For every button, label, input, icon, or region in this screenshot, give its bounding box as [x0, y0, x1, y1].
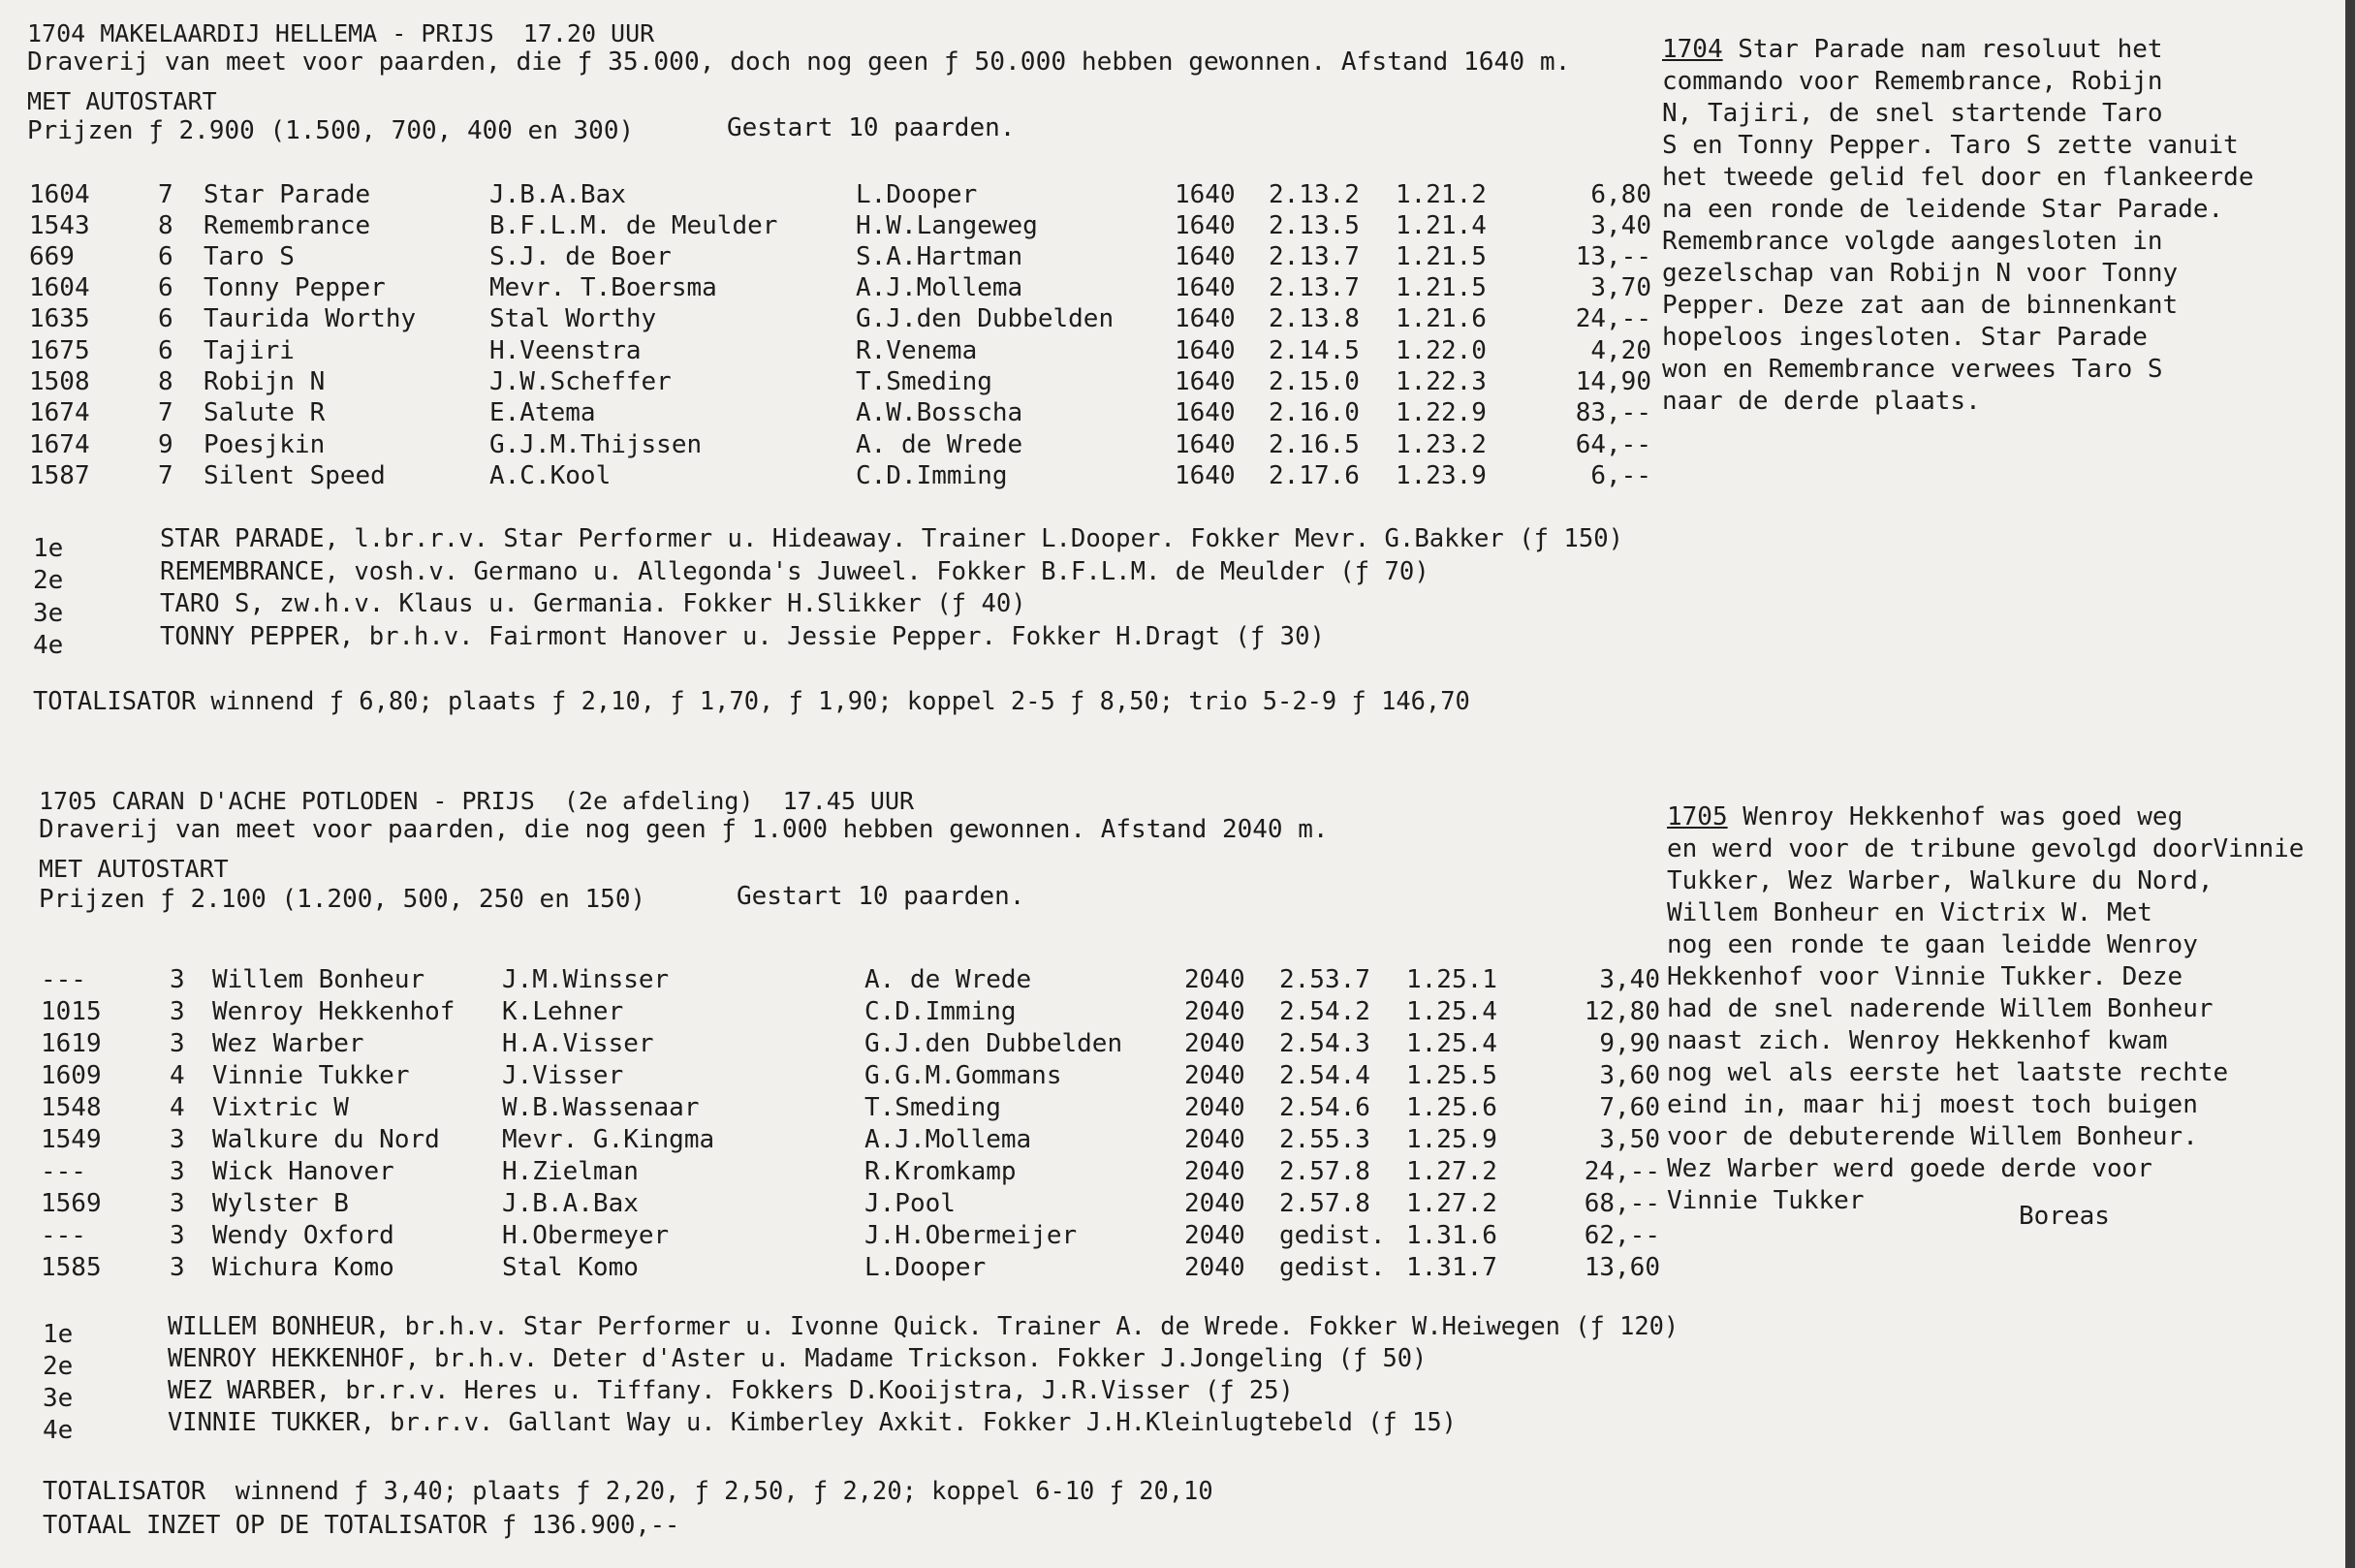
table-row	[0, 306, 1686, 337]
placing-description: WEZ WARBER, br.r.v. Heres u. Tiffany. Fokkers D.Kooijstra, J.R.Visser (ƒ 25)	[168, 1375, 1294, 1404]
driver: G.J.den Dubbelden	[856, 304, 1115, 333]
owner: Stal Komo	[502, 1253, 639, 1282]
report-line: S en Tonny Pepper. Taro S zette vanuit	[1662, 131, 2239, 160]
distance: 2040	[1184, 965, 1245, 994]
started-count: Gestart 10 paarden.	[727, 113, 1016, 142]
entry-number: 1508	[29, 367, 90, 396]
odds: 83,--	[1575, 398, 1651, 427]
started-count: Gestart 10 paarden.	[737, 882, 1025, 911]
driver: H.W.Langeweg	[856, 211, 1038, 240]
horse-name: Star Parade	[204, 180, 371, 209]
placing-position: 2e	[43, 1352, 74, 1381]
report-line: eind in, maar hij moest toch buigen	[1667, 1090, 2198, 1119]
odds: 13,60	[1584, 1253, 1660, 1282]
km-time: 1.25.4	[1406, 1029, 1497, 1058]
distance: 1640	[1175, 242, 1236, 271]
horse-name: Tajiri	[204, 336, 295, 365]
report-line: naast zich. Wenroy Hekkenhof kwam	[1667, 1026, 2168, 1055]
owner: J.M.Winsser	[502, 965, 670, 994]
placing-position: 3e	[33, 599, 64, 628]
race-time: gedist.	[1279, 1253, 1386, 1282]
km-time: 1.27.2	[1406, 1189, 1497, 1218]
driver: C.D.Imming	[856, 461, 1008, 490]
odds: 6,--	[1590, 461, 1651, 490]
table-row	[0, 967, 1686, 998]
odds: 64,--	[1575, 430, 1651, 459]
placing-description: TARO S, zw.h.v. Klaus u. Germania. Fokker H.Slikker (ƒ 40)	[160, 589, 1026, 618]
race-time: 2.53.7	[1279, 965, 1370, 994]
horse-age: 7	[158, 461, 173, 490]
horse-name: Wick Hanover	[212, 1157, 394, 1186]
driver: A.J.Mollema	[856, 273, 1023, 302]
driver: R.Kromkamp	[864, 1157, 1017, 1186]
horse-age: 8	[158, 211, 173, 240]
owner: E.Atema	[489, 398, 596, 427]
horse-name: Taro S	[204, 242, 295, 271]
odds: 6,80	[1590, 180, 1651, 209]
distance: 1640	[1175, 367, 1236, 396]
race-title: 1705 CARAN D'ACHE POTLODEN - PRIJS (2e afdeling) 17.45 UUR	[39, 787, 915, 815]
race-time: 2.54.3	[1279, 1029, 1370, 1058]
horse-name: Wichura Komo	[212, 1253, 394, 1282]
odds: 3,70	[1590, 273, 1651, 302]
entry-number: 669	[29, 242, 75, 271]
horse-age: 6	[158, 304, 173, 333]
odds: 3,40	[1590, 211, 1651, 240]
distance: 1640	[1175, 430, 1236, 459]
table-row	[0, 1031, 1686, 1062]
report-race-number: 1704	[1662, 35, 1723, 64]
placing-description: TONNY PEPPER, br.h.v. Fairmont Hanover u. Jessie Pepper. Fokker H.Dragt (ƒ 30)	[160, 622, 1325, 651]
owner: Mevr. G.Kingma	[502, 1125, 715, 1154]
owner: B.F.L.M. de Meulder	[489, 211, 778, 240]
horse-age: 3	[170, 1125, 185, 1154]
entry-number: 1548	[41, 1093, 102, 1122]
report-line: Pepper. Deze zat aan de binnenkant	[1662, 291, 2179, 320]
odds: 9,90	[1599, 1029, 1660, 1058]
report-signature: Boreas	[2019, 1202, 2110, 1231]
owner: A.C.Kool	[489, 461, 612, 490]
driver: T.Smeding	[856, 367, 992, 396]
race-time: 2.55.3	[1279, 1125, 1370, 1154]
horse-age: 4	[170, 1093, 185, 1122]
table-row	[0, 338, 1686, 369]
km-time: 1.27.2	[1406, 1157, 1497, 1186]
odds: 12,80	[1584, 997, 1660, 1026]
owner: H.Obermeyer	[502, 1221, 670, 1250]
table-row	[0, 1127, 1686, 1158]
race-time: 2.16.5	[1269, 430, 1360, 459]
distance: 1640	[1175, 273, 1236, 302]
driver: J.H.Obermeijer	[864, 1221, 1078, 1250]
horse-age: 6	[158, 242, 173, 271]
placing-position: 3e	[43, 1384, 74, 1413]
distance: 2040	[1184, 997, 1245, 1026]
odds: 68,--	[1584, 1189, 1660, 1218]
owner: G.J.M.Thijssen	[489, 430, 703, 459]
table-row	[0, 1223, 1686, 1254]
report-line: en werd voor de tribune gevolgd doorVinnie	[1667, 834, 2305, 863]
total-inzet: TOTAAL INZET OP DE TOTALISATOR ƒ 136.900,--	[43, 1510, 680, 1539]
entry-number: ---	[41, 1157, 86, 1186]
report-line: gezelschap van Robijn N voor Tonny	[1662, 259, 2179, 288]
owner: J.B.A.Bax	[502, 1189, 639, 1218]
driver: R.Venema	[856, 336, 978, 365]
report-line: voor de debuterende Willem Bonheur.	[1667, 1122, 2198, 1151]
totalisator: TOTALISATOR winnend ƒ 3,40; plaats ƒ 2,20, ƒ 2,50, ƒ 2,20; koppel 6-10 ƒ 20,10	[43, 1476, 1213, 1505]
odds: 13,--	[1575, 242, 1651, 271]
placing-description: WILLEM BONHEUR, br.h.v. Star Performer u. Ivonne Quick. Trainer A. de Wrede. Fokker W.Heiwegen (ƒ 120)	[168, 1311, 1680, 1340]
driver: A.W.Bosscha	[856, 398, 1023, 427]
owner: H.Zielman	[502, 1157, 639, 1186]
report-line: N, Tajiri, de snel startende Taro	[1662, 99, 2163, 128]
report-line: Vinnie Tukker	[1667, 1186, 1865, 1215]
table-row	[0, 400, 1686, 431]
driver: G.J.den Dubbelden	[864, 1029, 1123, 1058]
table-row	[0, 213, 1686, 244]
table-row	[0, 244, 1686, 275]
race-time: 2.54.6	[1279, 1093, 1370, 1122]
race-time: 2.54.2	[1279, 997, 1370, 1026]
entry-number: 1604	[29, 180, 90, 209]
odds: 3,50	[1599, 1125, 1660, 1154]
distance: 1640	[1175, 211, 1236, 240]
table-row	[0, 275, 1686, 306]
driver: L.Dooper	[856, 180, 978, 209]
entry-number: 1674	[29, 430, 90, 459]
km-time: 1.31.7	[1406, 1253, 1497, 1282]
entry-number: 1635	[29, 304, 90, 333]
race-time: 2.15.0	[1269, 367, 1360, 396]
km-time: 1.23.2	[1396, 430, 1487, 459]
owner: Stal Worthy	[489, 304, 657, 333]
report-line	[1667, 804, 2182, 830]
distance: 2040	[1184, 1157, 1245, 1186]
report-line	[1662, 37, 2163, 62]
start-type: MET AUTOSTART	[39, 855, 229, 883]
driver: G.G.M.Gommans	[864, 1061, 1062, 1090]
report-line: naar de derde plaats.	[1662, 387, 1981, 416]
owner: K.Lehner	[502, 997, 624, 1026]
driver: A.J.Mollema	[864, 1125, 1032, 1154]
race-time: 2.17.6	[1269, 461, 1360, 490]
km-time: 1.21.2	[1396, 180, 1487, 209]
entry-number: 1674	[29, 398, 90, 427]
report-line: nog wel als eerste het laatste rechte	[1667, 1058, 2229, 1087]
km-time: 1.21.5	[1396, 242, 1487, 271]
owner: Mevr. T.Boersma	[489, 273, 717, 302]
report-line: nog een ronde te gaan leidde Wenroy	[1667, 930, 2198, 959]
report-line: commando voor Remembrance, Robijn	[1662, 67, 2163, 96]
odds: 24,--	[1575, 304, 1651, 333]
owner: J.W.Scheffer	[489, 367, 672, 396]
race-time: 2.13.7	[1269, 242, 1360, 271]
distance: 2040	[1184, 1029, 1245, 1058]
table-row	[0, 369, 1686, 400]
table-row	[0, 1095, 1686, 1126]
horse-age: 7	[158, 180, 173, 209]
driver: C.D.Imming	[864, 997, 1017, 1026]
odds: 7,60	[1599, 1093, 1660, 1122]
owner: H.Veenstra	[489, 336, 642, 365]
placing-description: REMEMBRANCE, vosh.v. Germano u. Allegonda's Juweel. Fokker B.F.L.M. de Meulder (ƒ 70)	[160, 557, 1429, 586]
table-row	[0, 182, 1686, 213]
horse-name: Vixtric W	[212, 1093, 349, 1122]
horse-name: Willem Bonheur	[212, 965, 425, 994]
table-row	[0, 1255, 1686, 1286]
table-row	[0, 1063, 1686, 1094]
owner: J.Visser	[502, 1061, 624, 1090]
horse-age: 3	[170, 1189, 185, 1218]
odds: 3,40	[1599, 965, 1660, 994]
horse-name: Wez Warber	[212, 1029, 364, 1058]
race-title: 1704 MAKELAARDIJ HELLEMA - PRIJS 17.20 UUR	[27, 19, 655, 47]
placing-position: 4e	[43, 1416, 74, 1445]
race-time: 2.13.8	[1269, 304, 1360, 333]
entry-number: 1015	[41, 997, 102, 1026]
odds: 4,20	[1590, 336, 1651, 365]
driver: J.Pool	[864, 1189, 956, 1218]
race-time: 2.13.5	[1269, 211, 1360, 240]
totalisator: TOTALISATOR winnend ƒ 6,80; plaats ƒ 2,10, ƒ 1,70, ƒ 1,90; koppel 2-5 ƒ 8,50; trio 5-2-9 ƒ 146,70	[33, 686, 1470, 715]
distance: 2040	[1184, 1125, 1245, 1154]
km-time: 1.22.3	[1396, 367, 1487, 396]
entry-number: 1675	[29, 336, 90, 365]
distance: 1640	[1175, 461, 1236, 490]
prizes: Prijzen ƒ 2.100 (1.200, 500, 250 en 150)	[39, 885, 646, 914]
race-time: 2.57.8	[1279, 1189, 1370, 1218]
race-time: 2.14.5	[1269, 336, 1360, 365]
report-line: Remembrance volgde aangesloten in	[1662, 227, 2163, 256]
owner: W.B.Wassenaar	[502, 1093, 700, 1122]
placing-description: STAR PARADE, l.br.r.v. Star Performer u. Hideaway. Trainer L.Dooper. Fokker Mevr. G.Bakker (ƒ 150)	[160, 524, 1624, 553]
table-row	[0, 1159, 1686, 1190]
horse-name: Remembrance	[204, 211, 371, 240]
km-time: 1.31.6	[1406, 1221, 1497, 1250]
horse-name: Walkure du Nord	[212, 1125, 440, 1154]
entry-number: 1549	[41, 1125, 102, 1154]
horse-name: Silent Speed	[204, 461, 386, 490]
entry-number: 1619	[41, 1029, 102, 1058]
horse-name: Wylster B	[212, 1189, 349, 1218]
horse-age: 4	[170, 1061, 185, 1090]
prizes: Prijzen ƒ 2.900 (1.500, 700, 400 en 300)	[27, 116, 635, 145]
driver: T.Smeding	[864, 1093, 1001, 1122]
horse-age: 3	[170, 965, 185, 994]
km-time: 1.25.9	[1406, 1125, 1497, 1154]
placing-position: 4e	[33, 631, 64, 660]
report-line: Hekkenhof voor Vinnie Tukker. Deze	[1667, 962, 2183, 991]
distance: 1640	[1175, 336, 1236, 365]
horse-age: 3	[170, 1157, 185, 1186]
horse-age: 8	[158, 367, 173, 396]
entry-number: 1569	[41, 1189, 102, 1218]
horse-age: 3	[170, 1221, 185, 1250]
distance: 2040	[1184, 1093, 1245, 1122]
report-line: hopeloos ingesloten. Star Parade	[1662, 323, 2148, 352]
odds: 24,--	[1584, 1157, 1660, 1186]
report-line: Wez Warber werd goede derde voor	[1667, 1154, 2152, 1183]
horse-name: Vinnie Tukker	[212, 1061, 410, 1090]
distance: 2040	[1184, 1253, 1245, 1282]
km-time: 1.25.6	[1406, 1093, 1497, 1122]
entry-number: 1543	[29, 211, 90, 240]
horse-age: 7	[158, 398, 173, 427]
report-line: het tweede gelid fel door en flankeerde	[1662, 163, 2254, 192]
report-line: had de snel naderende Willem Bonheur	[1667, 994, 2214, 1023]
km-time: 1.21.5	[1396, 273, 1487, 302]
km-time: 1.22.9	[1396, 398, 1487, 427]
entry-number: ---	[41, 965, 86, 994]
distance: 1640	[1175, 398, 1236, 427]
placing-position: 1e	[43, 1320, 74, 1349]
horse-age: 9	[158, 430, 173, 459]
distance: 1640	[1175, 304, 1236, 333]
horse-name: Taurida Worthy	[204, 304, 417, 333]
driver: L.Dooper	[864, 1253, 987, 1282]
owner: S.J. de Boer	[489, 242, 672, 271]
placing-description: VINNIE TUKKER, br.r.v. Gallant Way u. Kimberley Axkit. Fokker J.H.Kleinlugtebeld (ƒ 15)	[168, 1407, 1457, 1436]
horse-name: Wendy Oxford	[212, 1221, 394, 1250]
scan-edge	[2345, 0, 2355, 1568]
table-row	[0, 1191, 1686, 1222]
driver: A. de Wrede	[864, 965, 1032, 994]
horse-age: 6	[158, 273, 173, 302]
placing-position: 2e	[33, 566, 64, 595]
horse-name: Wenroy Hekkenhof	[212, 997, 455, 1026]
km-time: 1.22.0	[1396, 336, 1487, 365]
km-time: 1.21.6	[1396, 304, 1487, 333]
report-line: won en Remembrance verwees Taro S	[1662, 355, 2163, 384]
race-time: gedist.	[1279, 1221, 1386, 1250]
horse-name: Tonny Pepper	[204, 273, 386, 302]
odds: 14,90	[1575, 367, 1651, 396]
horse-age: 3	[170, 1253, 185, 1282]
horse-age: 3	[170, 997, 185, 1026]
km-time: 1.23.9	[1396, 461, 1487, 490]
race-time: 2.13.7	[1269, 273, 1360, 302]
distance: 2040	[1184, 1221, 1245, 1250]
race-time: 2.57.8	[1279, 1157, 1370, 1186]
race-condition: Draverij van meet voor paarden, die nog geen ƒ 1.000 hebben gewonnen. Afstand 2040 m.	[39, 815, 1329, 844]
distance: 1640	[1175, 180, 1236, 209]
race-condition: Draverij van meet voor paarden, die ƒ 35.000, doch nog geen ƒ 50.000 hebben gewonnen. Afstand 1640 m.	[27, 47, 1571, 77]
horse-age: 3	[170, 1029, 185, 1058]
km-time: 1.25.5	[1406, 1061, 1497, 1090]
entry-number: ---	[41, 1221, 86, 1250]
horse-name: Salute R	[204, 398, 326, 427]
race-time: 2.54.4	[1279, 1061, 1370, 1090]
table-row	[0, 999, 1686, 1030]
entry-number: 1585	[41, 1253, 102, 1282]
horse-name: Poesjkin	[204, 430, 326, 459]
entry-number: 1587	[29, 461, 90, 490]
km-time: 1.25.4	[1406, 997, 1497, 1026]
placing-description: WENROY HEKKENHOF, br.h.v. Deter d'Aster u. Madame Trickson. Fokker J.Jongeling (ƒ 50)	[168, 1343, 1428, 1372]
start-type: MET AUTOSTART	[27, 87, 217, 115]
owner: J.B.A.Bax	[489, 180, 626, 209]
table-row	[0, 463, 1686, 494]
driver: S.A.Hartman	[856, 242, 1023, 271]
km-time: 1.21.4	[1396, 211, 1487, 240]
odds: 3,60	[1599, 1061, 1660, 1090]
race-time: 2.16.0	[1269, 398, 1360, 427]
report-line: Tukker, Wez Warber, Walkure du Nord,	[1667, 866, 2214, 895]
horse-name: Robijn N	[204, 367, 326, 396]
distance: 2040	[1184, 1189, 1245, 1218]
driver: A. de Wrede	[856, 430, 1023, 459]
table-row	[0, 432, 1686, 463]
horse-age: 6	[158, 336, 173, 365]
entry-number: 1609	[41, 1061, 102, 1090]
entry-number: 1604	[29, 273, 90, 302]
owner: H.A.Visser	[502, 1029, 654, 1058]
km-time: 1.25.1	[1406, 965, 1497, 994]
report-line: Willem Bonheur en Victrix W. Met	[1667, 898, 2152, 927]
race-time: 2.13.2	[1269, 180, 1360, 209]
odds: 62,--	[1584, 1221, 1660, 1250]
distance: 2040	[1184, 1061, 1245, 1090]
report-line: na een ronde de leidende Star Parade.	[1662, 195, 2224, 224]
report-text: Star Parade nam resoluut het	[1722, 35, 2163, 64]
report-race-number: 1705	[1667, 802, 1728, 831]
placing-position: 1e	[33, 534, 64, 563]
report-text: Wenroy Hekkenhof was goed weg	[1727, 802, 2183, 831]
